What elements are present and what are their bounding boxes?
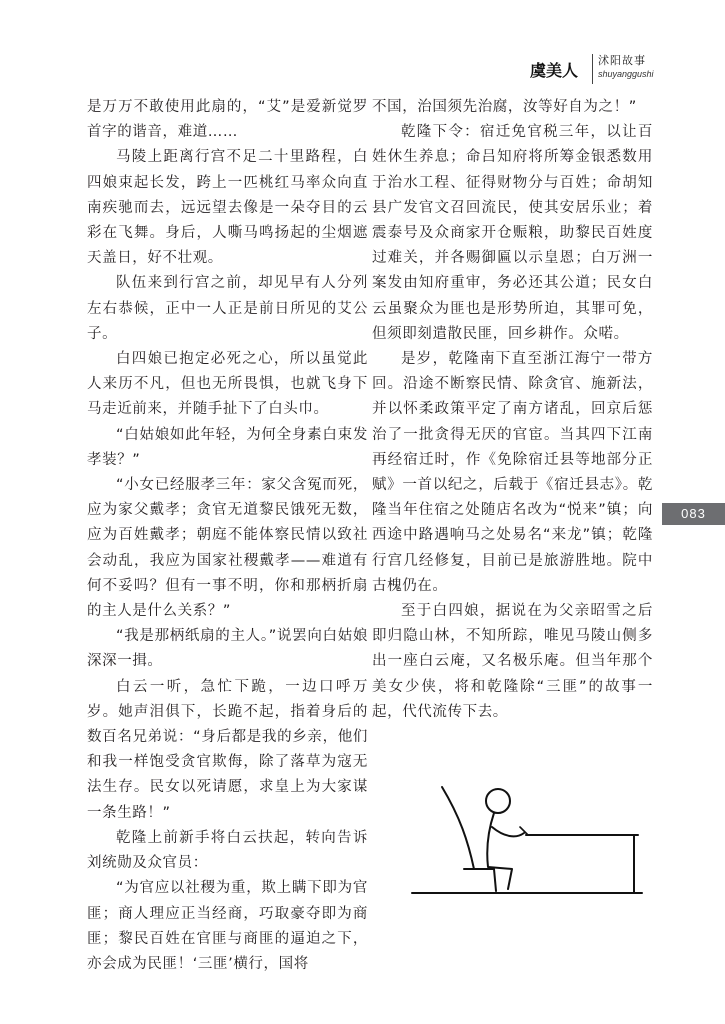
paragraph: 不国，治国须先治腐，汝等好自为之！” xyxy=(372,99,637,115)
paragraph: 马陵上距离行宫不足二十里路程，白四娘束起长发，跨上一匹桃红马率众向直南疾驰而去，远远望去像是一朵夺目的云彩在飞舞。身后，人嘶马鸣扬起的尘烟遮天盖日，好不壮观。 xyxy=(87,149,368,267)
paragraph: 队伍来到行宫之前，却见早有人分列左右恭候，正中一人正是前日所见的艾公子。 xyxy=(87,275,368,342)
paragraph: “白姑娘如此年轻，为何全身素白束发孝装？” xyxy=(87,426,368,468)
paragraph: 至于白四娘，据说在为父亲昭雪之后即归隐山林，不知所踪，唯见马陵山侧多出一座白云庵，又名极乐庵。但当年那个美女少侠，将和乾隆除“三匪”的故事一起，代代流传下去。 xyxy=(372,603,653,720)
page-number-tab: 083 xyxy=(662,503,725,525)
chair-seat xyxy=(464,869,496,891)
section-pinyin: shuyanggushi xyxy=(598,69,654,79)
paragraph: 乾隆下令：宿迁免官税三年，以让百姓休生养息；命吕知府将所筹金银悉数用于治水工程、征得财物分与百姓；命胡知县广发官文召回流民，使其安居乐业；着震泰号及众商家开仓赈粮，助黎民百姓度过难关，并各赐御匾以示皇恩；白万洲一案发由知府重审，务必还其公道；民女白云虽聚众为匪也是形势所迫，其罪可免，但须即刻遣散民匪，回乡耕作。众喏。 xyxy=(372,124,653,342)
figure-body xyxy=(487,813,512,889)
paragraph: “为官应以社稷为重，欺上瞒下即为官匪；商人理应正当经商，巧取豪夺即为商匪；黎民百姓在官匪与商匪的逼迫之下，亦会成为民匪！‘三匪’横行，国将 xyxy=(87,880,368,972)
paragraph: 是万万不敢使用此扇的，“艾”是爱新觉罗首字的谐音，难道…… xyxy=(87,99,368,141)
magazine-title: 虞美人 xyxy=(530,61,579,80)
paragraph: 白四娘已抱定必死之心，所以虽觉此人来历不凡，但也无所畏惧，也就飞身下马走近前来，并随手扯下了白头巾。 xyxy=(87,351,368,418)
right-column xyxy=(372,95,653,725)
figure-arm xyxy=(492,827,524,836)
paragraph: “小女已经服孝三年：家父含冤而死，应为家父戴孝；贪官无道黎民饿死无数，应为百姓戴孝；朝庭不能体察民情以致社会动乱，我应为国家社稷戴孝——难道有何不妥吗？但有一事不明，你和那柄折扇的主人是什么关系？” xyxy=(87,477,368,620)
section-label xyxy=(598,54,654,80)
paragraph: “我是那柄纸扇的主人。”说罢向白姑娘深深一揖。 xyxy=(87,628,368,670)
chair-back xyxy=(442,787,474,869)
header-divider xyxy=(592,54,593,84)
paragraph: 白云一听，急忙下跪，一边口呼万岁。她声泪俱下，长跪不起，指着身后的数百名兄弟说：“身后都是我的乡亲，他们和我一样饱受贪官欺侮，除了落草为寇无法生存。民女以死请愿，求皇上为大家谋一条生路！” xyxy=(87,678,368,821)
paragraph: 是岁，乾隆南下直至浙江海宁一带方回。沿途不断察民情、除贪官、施新法，并以怀柔政策平定了南方诸乱，回京后惩治了一批贪得无厌的官宦。当其四下江南再经宿迁时，作《免除宿迁县等地部分正赋》一首以纪之，后载于《宿迁县志》。乾隆当年住宿之处随店名改为“悦来”镇；向西途中路遇响马之处易名“来龙”镇；乾隆行宫几经修复，目前已是旅游胜地。院中古槐仍在。 xyxy=(372,351,653,594)
figure-head xyxy=(486,789,510,813)
paragraph: 乾隆上前新手将白云扶起，转向告诉刘统勋及众官员： xyxy=(87,829,368,872)
writer-at-desk-illustration xyxy=(408,783,648,895)
section-name: 沭阳故事 xyxy=(598,54,646,67)
running-header xyxy=(530,52,690,86)
left-column xyxy=(87,95,368,977)
